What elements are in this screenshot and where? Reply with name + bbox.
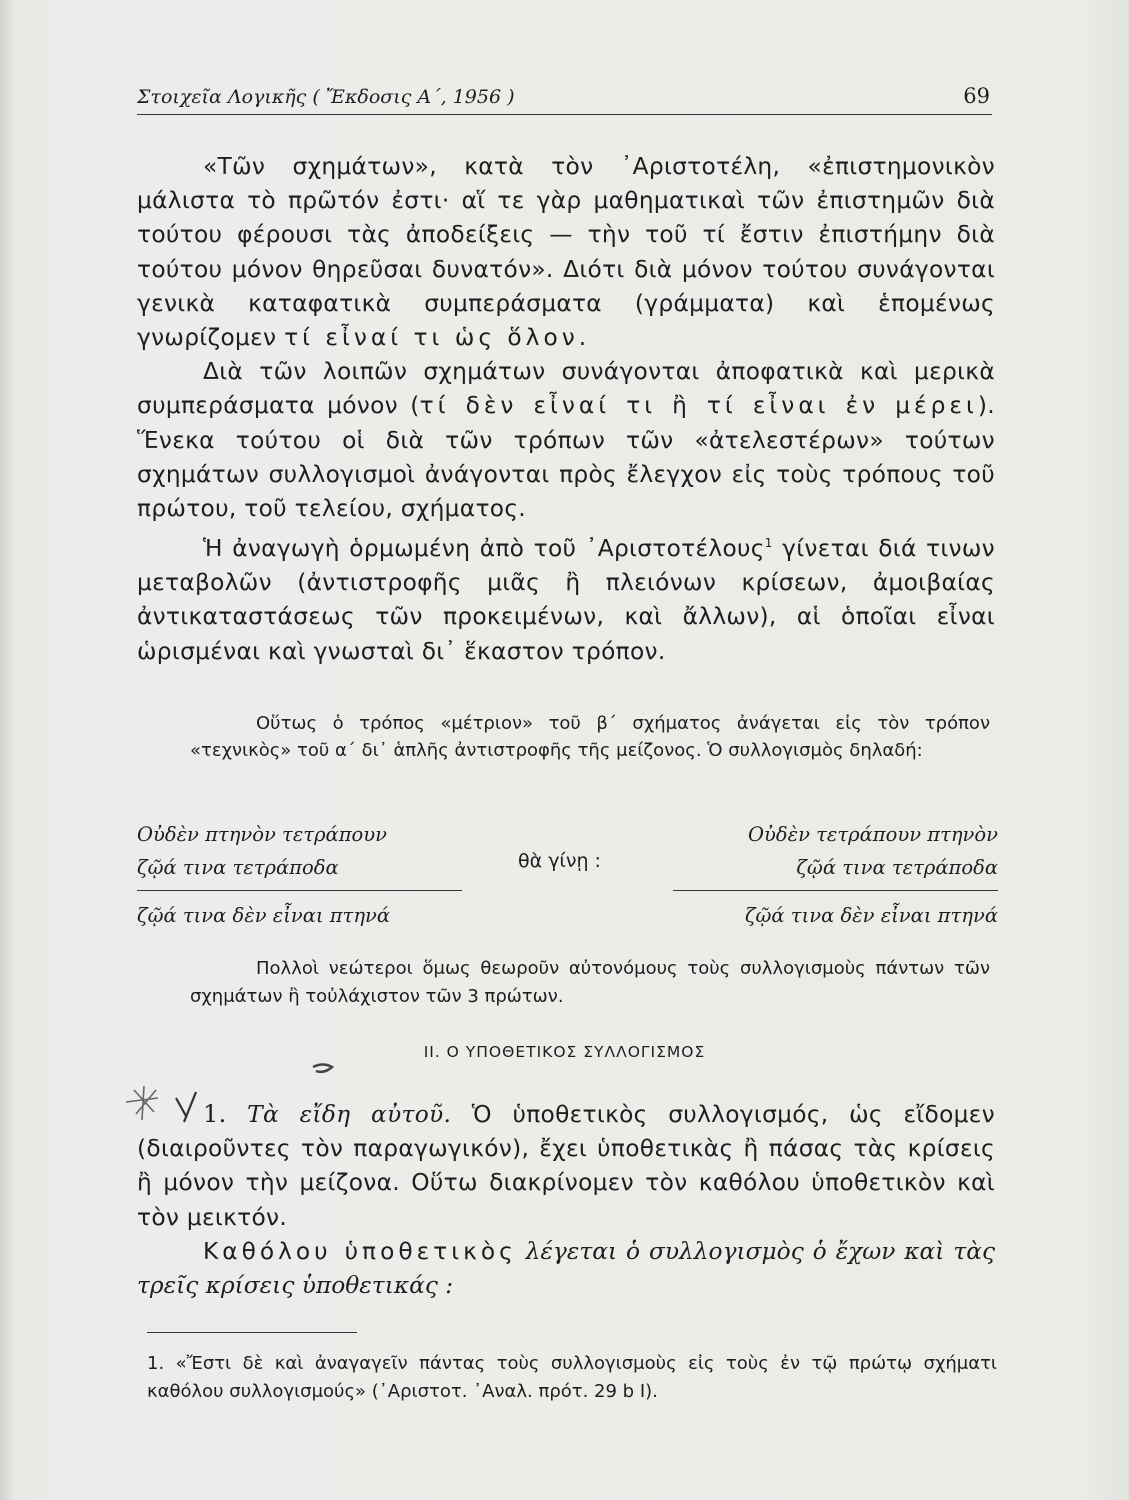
note-text: Οὕτως ὁ τρόπος «μέτριον» τοῦ β΄ σχήματος ἀνάγεται εἰς τὸν τρόπον «τεχνικὸς» τοῦ α΄ δι᾿ ἁπλῆς ἀντιστροφῆς τῆς μείζονος. Ὁ συλλογισμὸς δηλαδή: — [190, 713, 990, 761]
transform-label: θὰ γίνῃ : — [518, 850, 601, 872]
syllogism-reduced — [673, 818, 998, 932]
footnote-text: 1. «Ἔστι δὲ καὶ ἀναγαγεῖν πάντας τοὺς συλλογισμοὺς εἰς τοὺς ἐν τῷ πρώτῳ σχήματι καθόλου συλλογισμούς» (᾿Αριστοτ. ᾿Αναλ. πρότ. 29 b I). — [147, 1353, 997, 1402]
paragraph — [137, 1097, 995, 1235]
footnote-ref: 1 — [764, 536, 773, 551]
section-title: ΙΙ. Ο ΥΠΟΘΕΤΙΚΟΣ ΣΥΛΛΟΓΙΣΜΟΣ — [423, 1043, 706, 1061]
example-note — [190, 710, 990, 764]
handwritten-mark-icon — [310, 1060, 336, 1078]
footnote — [147, 1350, 997, 1406]
running-title: Στοιχεῖα Λογικῆς ( Ἔκδοσις Α΄, 1956 ) — [137, 86, 515, 108]
page-number: 69 — [963, 84, 990, 108]
paragraph — [137, 150, 995, 355]
conclusion: ζῷά τινα δὲν εἶναι πτηνά — [137, 904, 391, 927]
footnote-divider — [147, 1332, 357, 1333]
conclusion: ζῷά τινα δὲν εἶναι πτηνά — [744, 904, 998, 927]
paragraph-text: γίνεται διά τινων μεταβολῶν (ἀντιστροφῆς μιᾶς ἢ πλειόνων κρίσεων, ἀμοιβαίας ἀντικαταστάσεως τῶν προκειμένων, καὶ ἄλλων), αἱ ὁποῖαι εἶναι ὡρισμέναι καὶ γνωσταὶ δι᾿ ἕκαστον τρόπον. — [137, 535, 995, 665]
note-text: Πολλοὶ νεώτεροι ὅμως θεωροῦν αὐτονόμους τοὺς συλλογισμοὺς πάντων τῶν σχημάτων ἢ τοὐλάχιστον τῶν 3 πρώτων. — [190, 958, 990, 1007]
paragraph — [137, 355, 995, 526]
paragraph-text: «Τῶν σχημάτων», κατὰ τὸν ᾿Αριστοτέλη, «ἐπιστημονικὸν μάλιστα τὸ πρῶτόν ἐστι· αἵ τε γὰρ μαθηματικαὶ τῶν ἐπιστημῶν διὰ τούτου φέρουσι τὰς ἀποδείξεις — τὴν τοῦ τί ἔστιν ἐπιστήμην διὰ τούτου μόνον θηρεῦσαι δυνατόν». Διότι διὰ μόνον τούτου συνάγονται γενικὰ καταφατικὰ συμπεράσματα (γράμματα) καὶ ἑπομένως γνωρίζομεν — [137, 153, 995, 352]
paragraph-text: Ὁ ὑποθετικὸς συλλογισμός, ὡς εἴδομεν (διαιροῦντες τὸν παραγωγικόν), ἔχει ὑποθετικὰς ἢ πάσας τὰς κρίσεις ἢ μόνον τὴν μείζονα. Οὕτω διακρίνομεν τὸν καθόλου ὑποθετικὸν καὶ τὸν μεικτόν. — [137, 1101, 995, 1231]
emphasis-text: τί εἶναί τι ὡς ὅλον. — [284, 324, 591, 352]
premise-major: Οὐδὲν πτηνὸν τετράπουν — [137, 823, 387, 846]
section-heading: Τὰ εἴδη αὐτοῦ. — [247, 1101, 452, 1128]
conclusion-rule — [137, 890, 462, 891]
paragraph — [137, 1235, 995, 1303]
section-number: 1. — [203, 1100, 227, 1128]
premise-minor: ζῷά τινα τετράποδα — [796, 856, 998, 879]
main-text — [137, 150, 995, 669]
premise-major: Οὐδὲν τετράπουν πτηνὸν — [748, 823, 998, 846]
modern-note — [190, 955, 990, 1011]
paragraph — [137, 526, 995, 669]
emphasis-text: Καθόλου ὑποθετικὸς — [203, 1237, 517, 1265]
definition-text: λέγεται ὁ συλλογισμὸς ὁ ἔχων καὶ τὰς τρεῖς κρίσεις ὑποθετικάς : — [137, 1237, 995, 1300]
conclusion-rule — [673, 890, 998, 891]
paragraph-text: Διὰ τῶν λοιπῶν σχημάτων συνάγονται ἀποφατικὰ καὶ μερικὰ συμπεράσματα μόνον ( — [137, 358, 995, 420]
running-header — [137, 84, 992, 115]
paragraph-text: Ἡ ἀναγωγὴ ὁρμωμένη ἀπὸ τοῦ ᾿Αριστοτέλους — [203, 535, 765, 562]
paragraph-text: ). Ἕνεκα τούτου οἱ διὰ τῶν τρόπων τῶν «ἀτελεστέρων» τούτων σχημάτων συλλογισμοὶ ἀνάγονται πρὸς ἔλεγχον εἰς τοὺς τρόπους τοῦ πρώτου, τοῦ τελείου, σχήματος. — [137, 392, 995, 523]
emphasis-text: τί δὲν εἶναί τι ἢ τί εἶναι ἐν μέρει — [419, 392, 978, 420]
section-text — [137, 1097, 995, 1303]
premise-minor: ζῷά τινα τετράποδα — [137, 856, 339, 879]
syllogism-original — [137, 818, 462, 932]
